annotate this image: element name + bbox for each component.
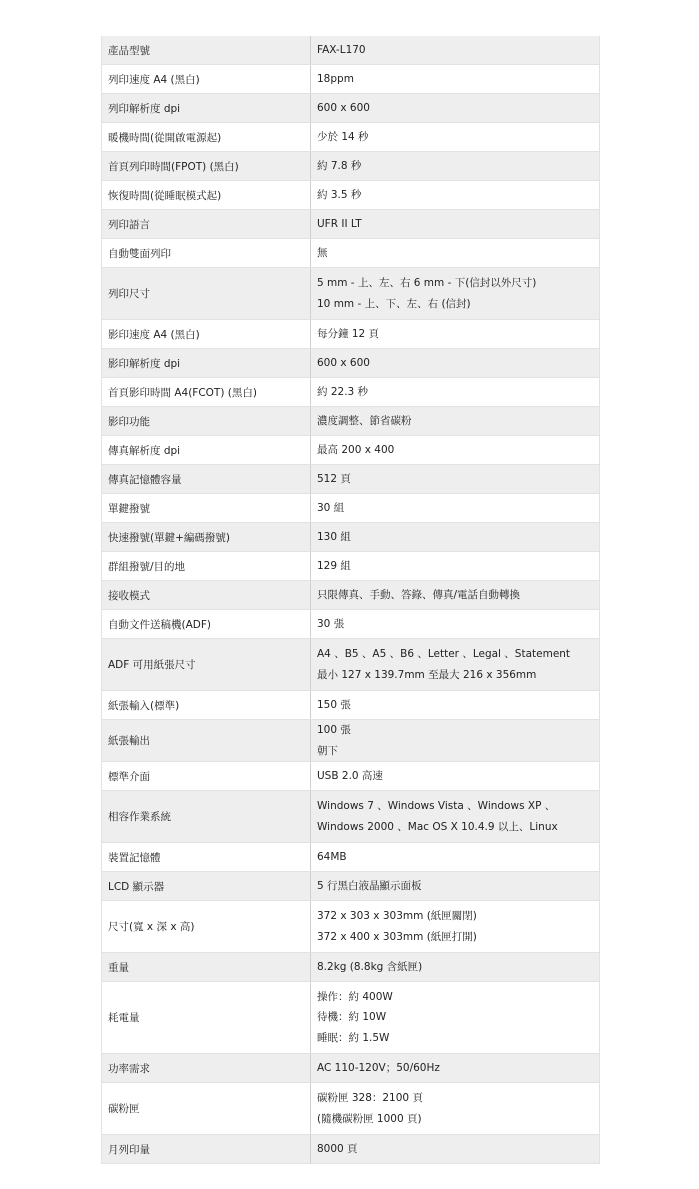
spec-value xyxy=(310,268,599,319)
spec-label: 列印解析度 dpi xyxy=(102,94,310,122)
spec-row xyxy=(102,239,599,268)
spec-value-line: 5 mm - 上、左、右 6 mm - 下(信封以外尺寸) xyxy=(317,277,537,289)
spec-row xyxy=(102,953,599,982)
spec-label: 重量 xyxy=(102,953,310,981)
spec-value-line: A4 、B5 、A5 、B6 、Letter 、Legal 、Statement xyxy=(317,648,571,660)
spec-label: 紙張輸入(標準) xyxy=(102,691,310,719)
spec-value-line: 372 x 400 x 303mm (紙匣打開) xyxy=(317,930,477,943)
spec-value-line: 600 x 600 xyxy=(317,356,370,369)
spec-row xyxy=(102,791,599,843)
spec-value-line: 150 張 xyxy=(317,698,351,711)
spec-row xyxy=(102,436,599,465)
spec-row xyxy=(102,65,599,94)
spec-value xyxy=(310,762,599,790)
spec-table xyxy=(101,36,600,1164)
spec-row xyxy=(102,349,599,378)
spec-value xyxy=(310,436,599,464)
spec-value xyxy=(310,901,599,952)
spec-value xyxy=(310,181,599,209)
spec-value-line: 10 mm - 上、下、左、右 (信封) xyxy=(317,297,471,310)
spec-value xyxy=(310,791,599,842)
spec-label: 自動文件送稿機(ADF) xyxy=(102,610,310,638)
spec-label: 快速撥號(單鍵+編碼撥號) xyxy=(102,523,310,551)
spec-label: 月列印量 xyxy=(102,1135,310,1163)
spec-label: 影印功能 xyxy=(102,407,310,435)
spec-label: 傳真解析度 dpi xyxy=(102,436,310,464)
spec-row xyxy=(102,552,599,581)
spec-value-line: Windows 7 、Windows Vista 、Windows XP 、Windows 2000 、Mac OS X 10.4.9 以上、Linux xyxy=(317,800,558,833)
spec-label: 產品型號 xyxy=(102,36,310,64)
spec-label: 首頁列印時間(FPOT) (黑白) xyxy=(102,152,310,180)
spec-label: 碳粉匣 xyxy=(102,1083,310,1134)
spec-row xyxy=(102,639,599,691)
spec-value xyxy=(310,94,599,122)
spec-row xyxy=(102,901,599,953)
spec-value-line: 最高 200 x 400 xyxy=(317,443,395,456)
spec-row xyxy=(102,523,599,552)
spec-value-line: 600 x 600 xyxy=(317,101,370,114)
spec-label: 列印尺寸 xyxy=(102,268,310,319)
spec-value-line: (隨機碳粉匣 1000 頁) xyxy=(317,1112,422,1125)
spec-label: 標準介面 xyxy=(102,762,310,790)
spec-value xyxy=(310,349,599,377)
spec-value-line: 5 行黑白液晶顯示面板 xyxy=(317,879,422,892)
spec-value xyxy=(310,1083,599,1134)
spec-row xyxy=(102,494,599,523)
spec-value-line: 碳粉匣 328：2100 頁 xyxy=(317,1092,423,1104)
spec-row xyxy=(102,872,599,901)
spec-row xyxy=(102,465,599,494)
spec-label: 列印速度 A4 (黑白) xyxy=(102,65,310,93)
spec-row xyxy=(102,1083,599,1135)
spec-row xyxy=(102,1054,599,1083)
spec-value xyxy=(310,210,599,238)
spec-label: 耗電量 xyxy=(102,982,310,1053)
spec-value xyxy=(310,581,599,609)
spec-value xyxy=(310,239,599,267)
spec-row xyxy=(102,181,599,210)
spec-value xyxy=(310,523,599,551)
spec-value-line: 8000 頁 xyxy=(317,1142,358,1155)
spec-value-line: 129 組 xyxy=(317,559,351,572)
spec-row xyxy=(102,762,599,791)
spec-label: 裝置記憶體 xyxy=(102,843,310,871)
spec-label: 影印解析度 dpi xyxy=(102,349,310,377)
spec-value xyxy=(310,610,599,638)
spec-value-line: 512 頁 xyxy=(317,472,351,485)
spec-label: 暖機時間(從開啟電源起) xyxy=(102,123,310,151)
spec-value-line: 最小 127 x 139.7mm 至最大 216 x 356mm xyxy=(317,668,537,681)
spec-label: 首頁影印時間 A4(FCOT) (黑白) xyxy=(102,378,310,406)
spec-value-line: 每分鐘 12 頁 xyxy=(317,327,380,340)
spec-value xyxy=(310,1135,599,1163)
spec-label: 紙張輸出 xyxy=(102,720,310,761)
spec-row xyxy=(102,1135,599,1164)
spec-value-line: USB 2.0 高速 xyxy=(317,769,383,782)
spec-row xyxy=(102,210,599,239)
spec-label: 影印速度 A4 (黑白) xyxy=(102,320,310,348)
spec-value-line: 8.2kg (8.8kg 含紙匣) xyxy=(317,960,423,973)
spec-row xyxy=(102,581,599,610)
spec-row xyxy=(102,94,599,123)
spec-label: 自動雙面列印 xyxy=(102,239,310,267)
spec-row xyxy=(102,378,599,407)
spec-row xyxy=(102,123,599,152)
spec-row xyxy=(102,720,599,762)
spec-row xyxy=(102,843,599,872)
spec-value-line: UFR II LT xyxy=(317,217,362,230)
spec-value xyxy=(310,639,599,690)
spec-row xyxy=(102,152,599,181)
spec-value-line: 只限傳真、手動、答錄、傳真/電話自動轉換 xyxy=(317,588,521,601)
spec-value xyxy=(310,1054,599,1082)
spec-value xyxy=(310,465,599,493)
spec-row xyxy=(102,610,599,639)
spec-value-line: 待機：約 10W xyxy=(317,1011,387,1024)
spec-value-line: 操作：約 400W xyxy=(317,990,393,1003)
spec-value xyxy=(310,872,599,900)
spec-value xyxy=(310,123,599,151)
spec-value-line: 18ppm xyxy=(317,72,354,85)
spec-label: 尺寸(寬 x 深 x 高) xyxy=(102,901,310,952)
spec-value-line: 約 7.8 秒 xyxy=(317,159,362,172)
spec-value xyxy=(310,320,599,348)
spec-value-line: 朝下 xyxy=(317,744,338,757)
spec-label: 單鍵撥號 xyxy=(102,494,310,522)
spec-label: 群組撥號/目的地 xyxy=(102,552,310,580)
spec-value xyxy=(310,152,599,180)
spec-value-line: 130 組 xyxy=(317,530,351,543)
spec-label: 列印語言 xyxy=(102,210,310,238)
spec-value xyxy=(310,65,599,93)
spec-row xyxy=(102,982,599,1054)
spec-value xyxy=(310,407,599,435)
spec-value-line: 約 22.3 秒 xyxy=(317,385,369,398)
spec-value-line: 30 張 xyxy=(317,617,345,630)
spec-value-line: 100 張 xyxy=(317,724,351,736)
spec-label: 恢復時間(從睡眠模式起) xyxy=(102,181,310,209)
spec-row xyxy=(102,320,599,349)
spec-label: 傳真記憶體容量 xyxy=(102,465,310,493)
spec-row xyxy=(102,407,599,436)
spec-value-line: FAX-L170 xyxy=(317,43,366,56)
spec-row xyxy=(102,691,599,720)
spec-label: 相容作業系統 xyxy=(102,791,310,842)
spec-value xyxy=(310,982,599,1053)
spec-value-line: 30 組 xyxy=(317,501,345,514)
spec-label: 接收模式 xyxy=(102,581,310,609)
spec-value xyxy=(310,953,599,981)
spec-value-line: 372 x 303 x 303mm (紙匣關閉) xyxy=(317,910,477,922)
spec-row xyxy=(102,268,599,320)
spec-label: LCD 顯示器 xyxy=(102,872,310,900)
spec-value-line: 濃度調整、節省碳粉 xyxy=(317,414,412,427)
spec-label: 功率需求 xyxy=(102,1054,310,1082)
spec-value xyxy=(310,720,599,761)
spec-value-line: 約 3.5 秒 xyxy=(317,188,362,201)
spec-value xyxy=(310,552,599,580)
spec-value xyxy=(310,691,599,719)
spec-value-line: 睡眠：約 1.5W xyxy=(317,1031,390,1044)
spec-value-line: 少於 14 秒 xyxy=(317,130,369,143)
spec-value xyxy=(310,494,599,522)
spec-label: ADF 可用紙張尺寸 xyxy=(102,639,310,690)
spec-value-line: 64MB xyxy=(317,850,347,863)
spec-value xyxy=(310,36,599,64)
spec-row xyxy=(102,36,599,65)
spec-value xyxy=(310,378,599,406)
spec-value-line: AC 110-120V；50/60Hz xyxy=(317,1061,440,1074)
spec-value-line: 無 xyxy=(317,246,328,259)
spec-value xyxy=(310,843,599,871)
